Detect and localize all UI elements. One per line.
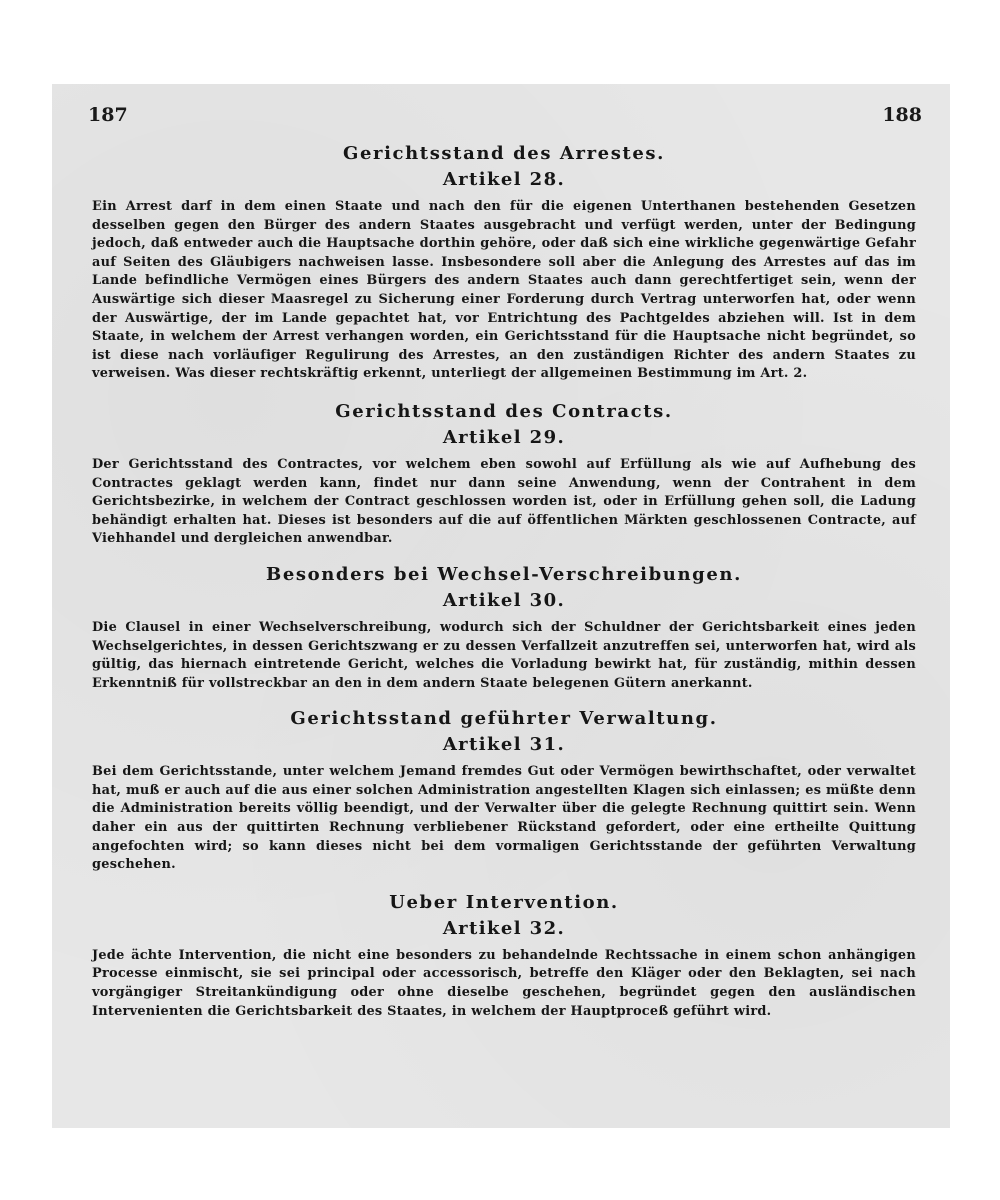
section-heading: Gerichtsstand des Contracts. bbox=[335, 400, 673, 422]
article-text: Die Clausel in einer Wechselverschreibung, wodurch sich der Schuldner der Gerichtsbarkeit eines jeden Wechselgerichtes, in dessen Gerichtszwang er zu dessen Verfallzeit anzutreffen sei, unterworfen hat, wird als gültig, das hiernach eintretende Gericht, welches die Vorladung bewirkt hat, für zuständig, mithin dessen Erkenntniß für vollstreckbar an den in dem andern Staate belegenen Gütern anerkannt. bbox=[92, 619, 916, 691]
article-text: Ein Arrest darf in dem einen Staate und nach den für die eigenen Unterthanen bestehenden Gesetzen desselben gegen den Bürger des andern Staates ausgebracht und verfügt werden, unter der Bedingung jedoch, daß entweder auch die Hauptsache dorthin gehöre, oder daß sich eine wirkliche gegenwärtige Gefahr auf Seiten des Gläubigers nachweisen lasse. Insbesondere soll aber die Anlegung des Arrestes auf das im Lande befindliche Vermögen eines Bürgers des andern Staates auch dann gerechtfertiget sein, wenn der Auswärtige sich dieser Maasregel zu Sicherung einer Forderung durch Vertrag unterworfen hat, oder wenn der Auswärtige, der im Lande gepachtet hat, vor Entrichtung des Pachtgeldes abziehen will. Ist in dem Staate, in welchem der Arrest verhangen worden, ein Gerichtsstand für die Hauptsache nicht begründet, so ist diese nach vorläufiger Regulirung des Arrestes, an den zuständigen Richter des andern Staates zu verweisen. Was dieser rechtskräftig erkennt, unterliegt der allgemeinen Bestimmung im Art. 2. bbox=[92, 199, 916, 382]
section-article-29 bbox=[92, 400, 916, 549]
article-title: Artikel 32. bbox=[442, 917, 566, 939]
page-content bbox=[92, 142, 916, 1035]
section-article-28 bbox=[92, 142, 916, 384]
article-title: Artikel 31. bbox=[442, 734, 566, 756]
article-title: Artikel 30. bbox=[442, 589, 566, 611]
article-text: Jede ächte Intervention, die nicht eine besonders zu behandelnde Rechtssache in einem schon anhängigen Processe einmischt, sie sei principal oder accessorisch, betreffe den Kläger oder den Beklagten, sei nach vorgängiger Streitankündigung oder ohne dieselbe geschehen, begründet gegen den ausländischen Intervenienten die Gerichtsbarkeit des Staates, in welchem der Hauptproceß geführt wird. bbox=[92, 947, 916, 1019]
article-title: Artikel 28. bbox=[442, 169, 566, 190]
section-article-31 bbox=[92, 707, 916, 875]
article-text: Der Gerichtsstand des Contractes, vor welchem eben sowohl auf Erfüllung als wie auf Aufhebung des Contractes geklagt werden kann, findet nur dann seine Anwendung, wenn der Contrahent in dem Gerichtsbezirke, in welchem der Contract geschlossen worden ist, oder in Erfüllung gehen soll, die Ladung behändigt erhalten hat. Dieses ist besonders auf die auf öffentlichen Märkten geschlossenen Contracte, auf Viehhandel und dergleichen anwendbar. bbox=[92, 456, 916, 547]
section-article-32 bbox=[92, 891, 916, 1021]
scanned-page bbox=[52, 84, 950, 1128]
section-heading: Gerichtsstand geführter Verwaltung. bbox=[290, 708, 718, 730]
article-text: Bei dem Gerichtsstande, unter welchem Jemand fremdes Gut oder Vermögen bewirthschaftet, oder verwaltet hat, muß er auch auf die aus einer solchen Administration angestellten Klagen sich einlassen; es müßte denn die Administration bereits völlig beendigt, und der Verwalter über die gelegte Rechnung quittirt sein. Wenn daher ein aus der quittirten Rechnung verbliebener Rückstand gefordert, oder eine ertheilte Quittung angefochten wird; so kann dieses nicht bei dem vormaligen Gerichtsstande der geführten Verwaltung geschehen. bbox=[92, 764, 916, 873]
page-number-left: 187 bbox=[88, 104, 128, 126]
section-heading: Gerichtsstand des Arrestes. bbox=[342, 143, 665, 164]
section-article-30 bbox=[92, 563, 916, 693]
page-number-right: 188 bbox=[882, 104, 922, 126]
section-heading: Besonders bei Wechsel-Verschreibungen. bbox=[266, 563, 742, 585]
section-heading: Ueber Intervention. bbox=[389, 891, 619, 913]
article-title: Artikel 29. bbox=[442, 426, 566, 448]
